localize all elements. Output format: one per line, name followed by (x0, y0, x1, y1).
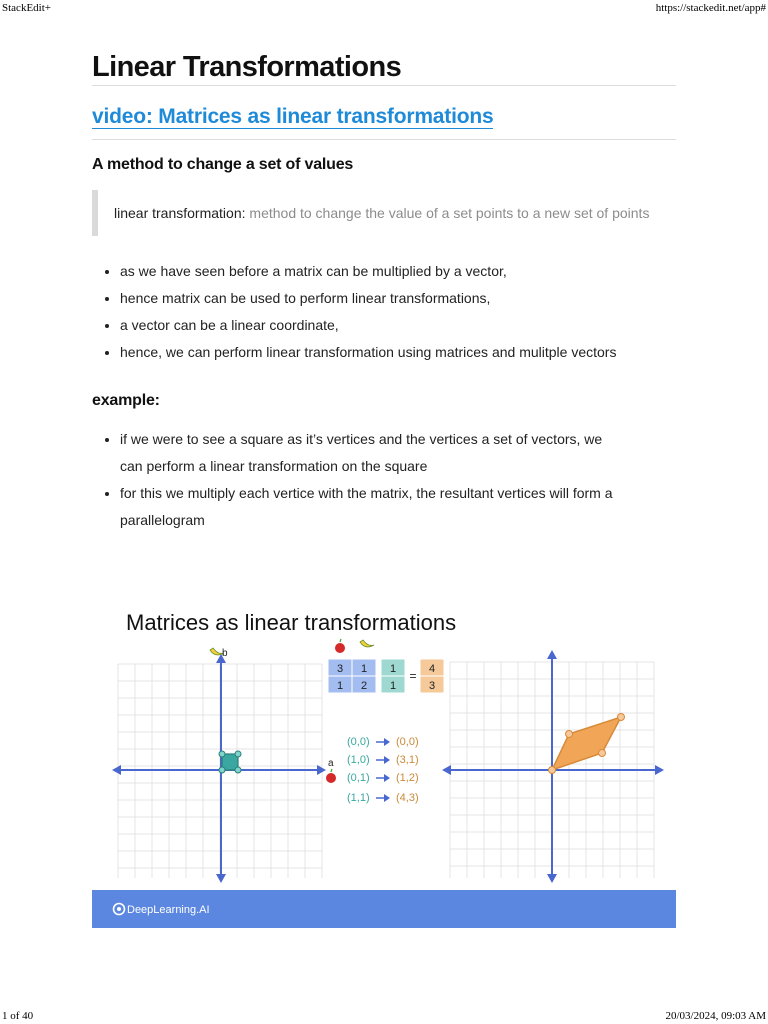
figure-title: Matrices as linear transformations (126, 610, 457, 635)
figure-image (92, 596, 676, 928)
vector-cell: 1 (389, 680, 397, 692)
equals-sign: = (409, 669, 417, 683)
vector-grid (381, 659, 405, 693)
definition-quote (92, 190, 676, 236)
quote-definition: method to change the value of a set points to a new set of points (249, 204, 650, 221)
quote-term: linear transformation: (114, 204, 250, 221)
matrix-cell: 1 (336, 680, 344, 692)
matrix-cell: 1 (360, 663, 368, 675)
mapping-to: (3,1) (396, 754, 419, 766)
figure-svg (92, 596, 676, 928)
result-grid (420, 659, 444, 693)
mapping-to: (0,0) (396, 736, 419, 748)
video-link[interactable]: video: Matrices as linear transformations (92, 104, 494, 128)
list-item: • if we were to see a square as it’s vertices and the vertices a set of vectors, we can perform a linear transformation on the square (120, 426, 620, 480)
matrix-cell: 3 (336, 663, 344, 675)
video-heading (92, 104, 676, 129)
video-divider (92, 139, 676, 140)
list-item: • hence, we can perform linear transformation using matrices and mulitple vectors (120, 339, 676, 366)
print-timestamp: 20/03/2024, 09:03 AM (665, 1010, 766, 1022)
axis-a-label: a (328, 758, 334, 769)
brand-banner-text: DeepLearning.AI (127, 904, 210, 916)
page-title: Linear Transformations (92, 51, 402, 83)
title-divider (92, 85, 676, 86)
example-bullet-list (92, 426, 676, 534)
section-heading: A method to change a set of values (92, 155, 354, 173)
document-content (92, 40, 676, 534)
mapping-to: (4,3) (396, 792, 419, 804)
axis-b-label: b (222, 648, 228, 659)
result-cell: 3 (428, 680, 436, 692)
matrix-cell: 2 (360, 680, 368, 692)
mapping-from: (1,0) (347, 754, 370, 766)
list-item: • a vector can be a linear coordinate, (120, 312, 676, 339)
vector-cell: 1 (389, 663, 397, 675)
list-item: • hence matrix can be used to perform linear transformations, (120, 285, 676, 312)
print-header (0, 0, 768, 16)
mapping-from: (0,1) (347, 772, 370, 784)
result-cell: 4 (428, 663, 436, 675)
print-header-url: https://stackedit.net/app# (655, 2, 766, 14)
mapping-to: (1,2) (396, 772, 419, 784)
matrix-grid (328, 659, 376, 693)
page-number: 1 of 40 (2, 1010, 34, 1022)
print-footer (0, 1008, 768, 1024)
list-item: • for this we multiply each vertice with the matrix, the resultant vertices will form a parallelogram (120, 480, 676, 534)
list-item: • as we have seen before a matrix can be multiplied by a vector, (120, 258, 676, 285)
bullet-list (92, 258, 676, 366)
mapping-from: (0,0) (347, 736, 370, 748)
print-header-app-name: StackEdit+ (2, 2, 51, 14)
mapping-from: (1,1) (347, 792, 370, 804)
example-heading: example: (92, 391, 160, 409)
